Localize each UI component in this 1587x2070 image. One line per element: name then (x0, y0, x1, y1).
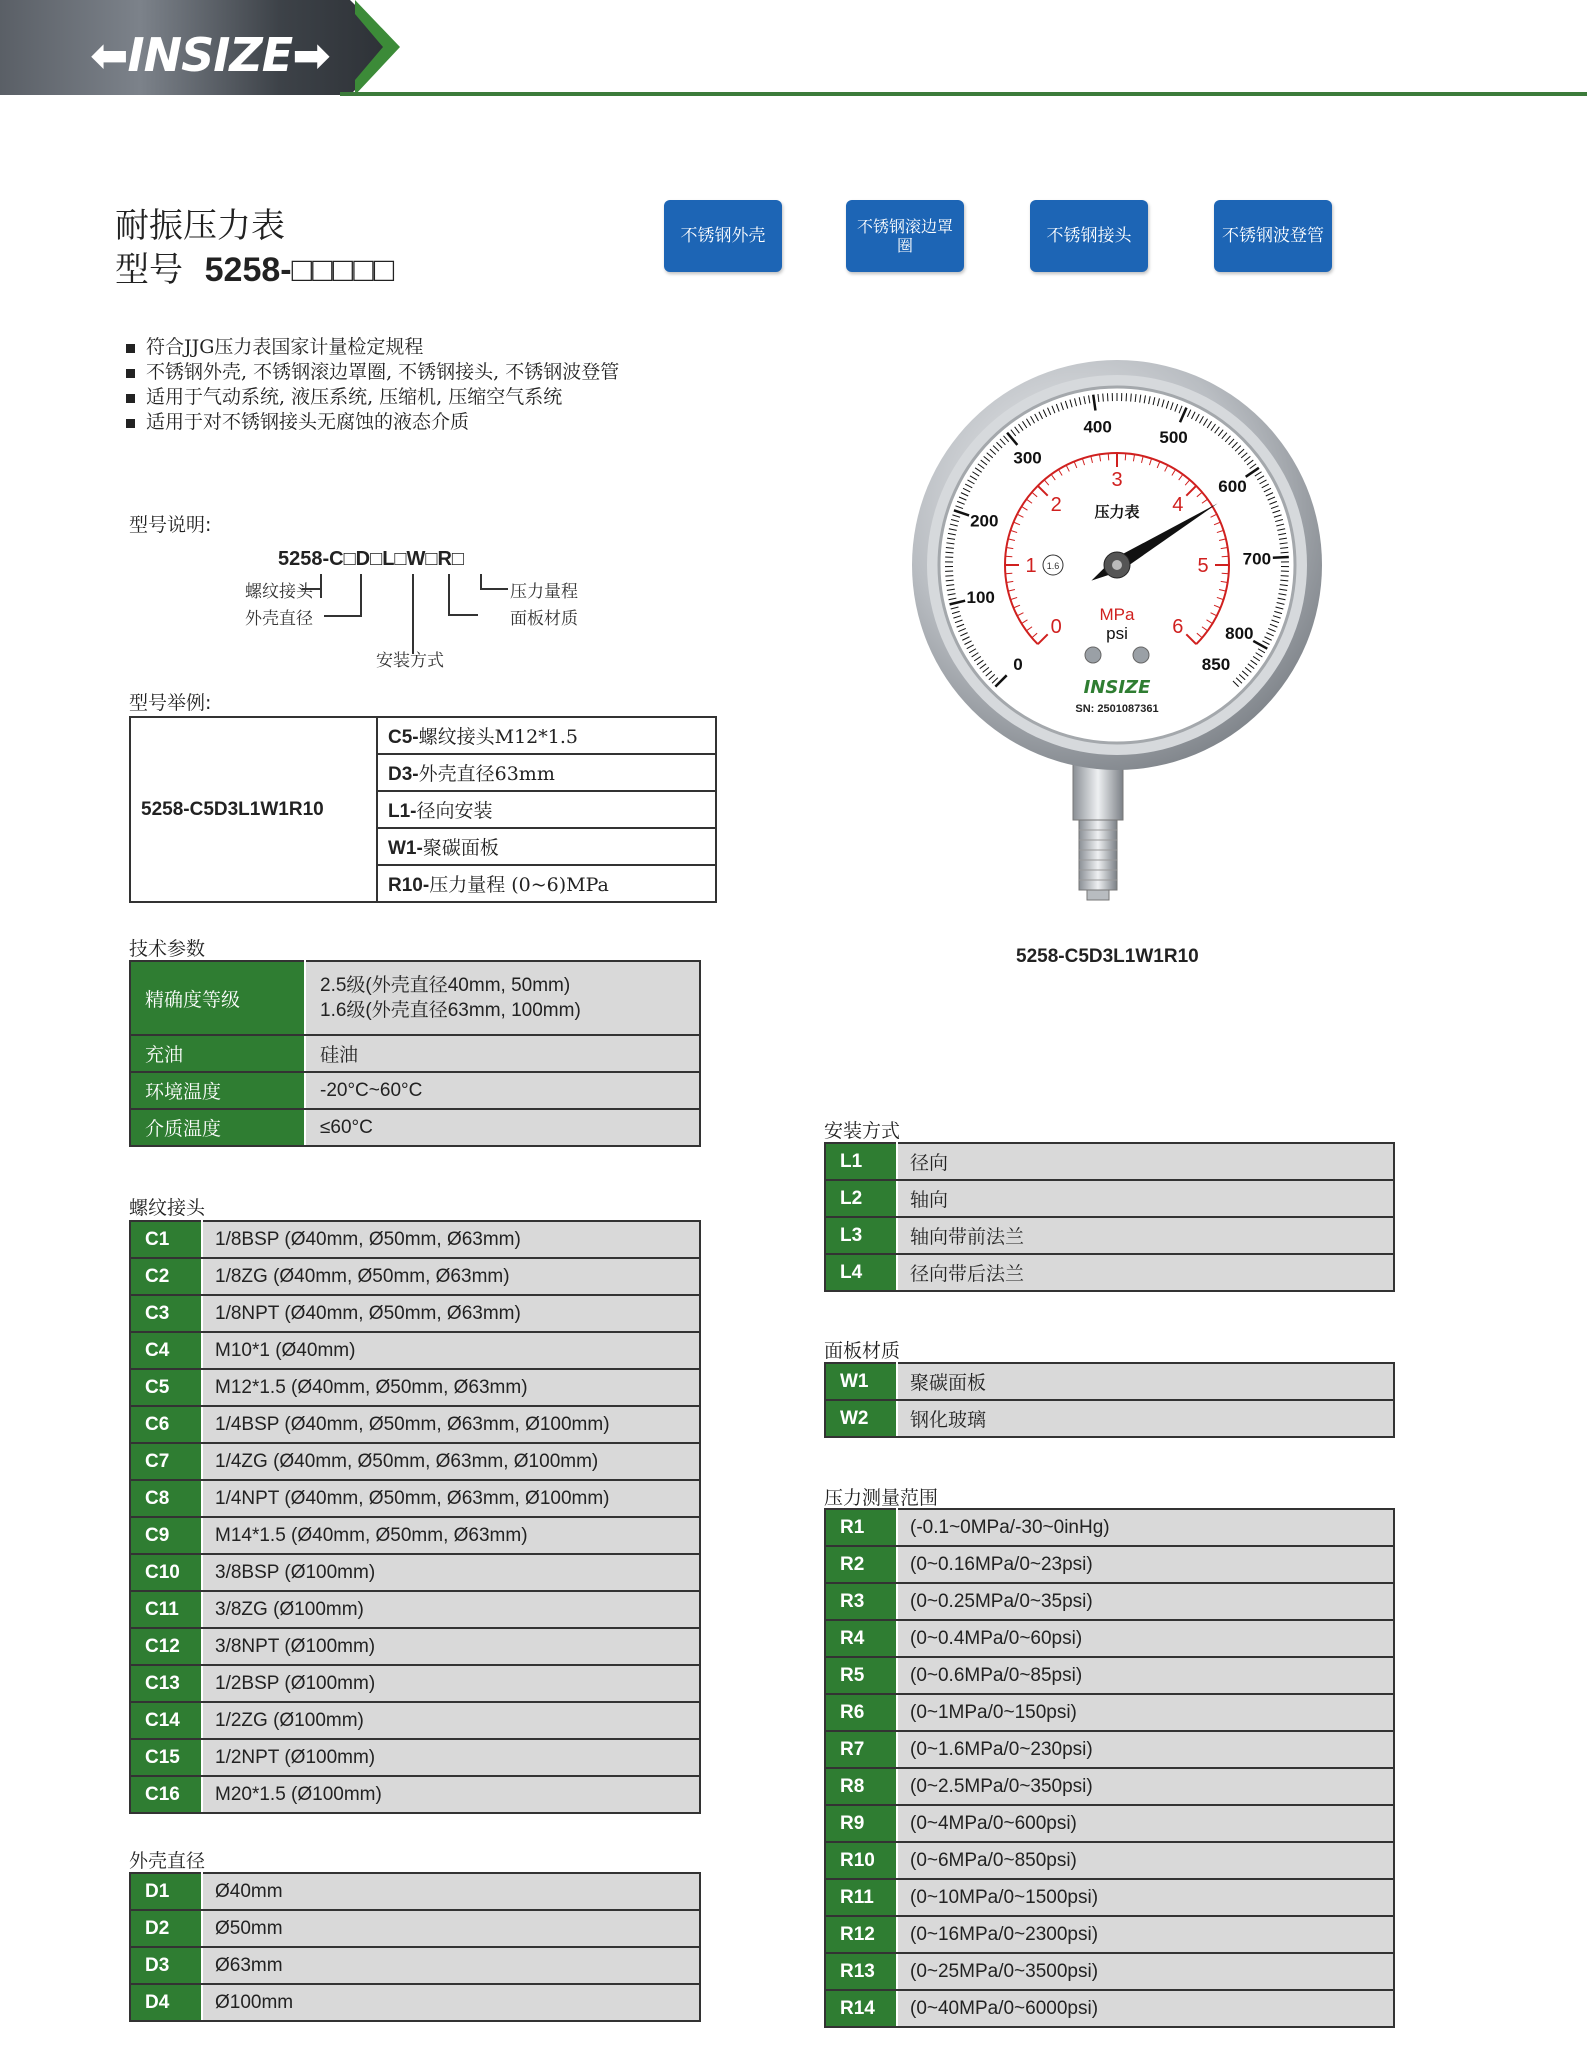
psi-label: 500 (1159, 427, 1188, 447)
table-row (825, 1842, 1394, 1879)
code-cell: L4 (825, 1254, 897, 1291)
table-row (825, 1731, 1394, 1768)
table-row (825, 1990, 1394, 2027)
code-cell: D2 (130, 1910, 202, 1947)
value-cell: Ø50mm (202, 1910, 700, 1947)
code-cell: R10 (825, 1842, 897, 1879)
value-cell: 1/8BSP (Ø40mm, Ø50mm, Ø63mm) (202, 1221, 700, 1258)
value-cell: Ø40mm (202, 1873, 700, 1910)
table-row (130, 1591, 700, 1628)
example-item: R10-压力量程 (0~6)MPa (377, 865, 716, 902)
code-cell: R5 (825, 1657, 897, 1694)
table-row (130, 1035, 700, 1072)
value-cell: (0~25MPa/0~3500psi) (897, 1953, 1394, 1990)
brand-logo: ⬅INSIZE➡ (90, 28, 330, 82)
table-row (825, 1180, 1394, 1217)
value-cell: 聚碳面板 (897, 1363, 1394, 1400)
label-thread: 螺纹接头 (245, 582, 313, 602)
code-cell: C15 (130, 1739, 202, 1776)
table-row (130, 1702, 700, 1739)
table-row (130, 1776, 700, 1813)
tech-value: -20°C~60°C (305, 1072, 700, 1109)
thread-label: 螺纹接头 (129, 1197, 206, 1219)
table-row (825, 1657, 1394, 1694)
psi-label: 200 (970, 511, 999, 531)
table-row (130, 1947, 700, 1984)
value-cell: (0~4MPa/0~600psi) (897, 1805, 1394, 1842)
screw (1085, 647, 1101, 663)
feature-badge-bezel: 不锈钢滚边罩圈 (846, 200, 964, 272)
code-cell: R4 (825, 1620, 897, 1657)
mpa-tick (1005, 573, 1012, 574)
table-row (130, 1295, 700, 1332)
tech-value: 2.5级(外壳直径40mm, 50mm) 1.6级(外壳直径63mm, 100mm) (305, 961, 700, 1035)
mpa-tick (1125, 453, 1126, 460)
table-row (130, 1628, 700, 1665)
value-cell: (-0.1~0MPa/-30~0inHg) (897, 1509, 1394, 1546)
code-cell: C8 (130, 1480, 202, 1517)
table-row (825, 1363, 1394, 1400)
feature-item: 不锈钢外壳, 不锈钢滚边罩圈, 不锈钢接头, 不锈钢波登管 (126, 360, 619, 385)
value-cell: 1/8ZG (Ø40mm, Ø50mm, Ø63mm) (202, 1258, 700, 1295)
table-row (130, 961, 700, 1035)
mpa-label: 0 (1050, 615, 1062, 638)
dial-unit-psi: psi (1106, 624, 1128, 643)
code-cell: C10 (130, 1554, 202, 1591)
gauge-illustration (905, 355, 1335, 925)
psi-tick (1131, 394, 1132, 402)
tech-key: 充油 (130, 1035, 305, 1072)
feature-item: 符合JJG压力表国家计量检定规程 (126, 335, 619, 360)
value-cell: 径向带后法兰 (897, 1254, 1394, 1291)
code-cell: R11 (825, 1879, 897, 1916)
value-cell: (0~1MPa/0~150psi) (897, 1694, 1394, 1731)
code-cell: D4 (130, 1984, 202, 2021)
table-row (130, 1910, 700, 1947)
value-cell: 3/8BSP (Ø100mm) (202, 1554, 700, 1591)
dial-table (824, 1362, 1395, 1438)
table-row (130, 1665, 700, 1702)
tech-key: 精确度等级 (130, 961, 305, 1035)
table-row (825, 1583, 1394, 1620)
code-cell: R9 (825, 1805, 897, 1842)
value-cell: (0~0.4MPa/0~60psi) (897, 1620, 1394, 1657)
psi-label: 0 (1013, 654, 1023, 674)
example-model: 5258-C5D3L1W1R10 (130, 717, 377, 902)
mpa-label: 3 (1111, 469, 1123, 491)
code-cell: R13 (825, 1953, 897, 1990)
table-row (825, 1254, 1394, 1291)
model-subtitle: 型号 5258-□□□□□ (115, 250, 395, 290)
psi-label: 400 (1083, 417, 1112, 437)
psi-tick (1281, 552, 1289, 553)
value-cell: (0~0.25MPa/0~35psi) (897, 1583, 1394, 1620)
value-cell: (0~10MPa/0~1500psi) (897, 1879, 1394, 1916)
table-row (825, 1217, 1394, 1254)
table-row (825, 1805, 1394, 1842)
table-row (825, 1400, 1394, 1437)
psi-tick (1103, 394, 1104, 402)
mpa-tick (1222, 556, 1229, 557)
psi-label: 100 (966, 588, 995, 608)
feature-badge-case: 不锈钢外壳 (664, 200, 782, 272)
code-cell: L1 (825, 1143, 897, 1180)
code-cell: C11 (130, 1591, 202, 1628)
model-explain-label: 型号说明: (129, 514, 212, 536)
table-row (130, 1480, 700, 1517)
code-cell: L2 (825, 1180, 897, 1217)
mpa-label: 6 (1172, 615, 1184, 638)
example-item: W1-聚碳面板 (377, 828, 716, 865)
table-row (130, 1072, 700, 1109)
psi-label: 600 (1218, 476, 1247, 496)
value-cell: (0~6MPa/0~850psi) (897, 1842, 1394, 1879)
example-item: C5-螺纹接头M12*1.5 (377, 717, 716, 754)
value-cell: Ø63mm (202, 1947, 700, 1984)
table-row (825, 1546, 1394, 1583)
value-cell: (0~2.5MPa/0~350psi) (897, 1768, 1394, 1805)
code-cell: C1 (130, 1221, 202, 1258)
example-item: D3-外壳直径63mm (377, 754, 716, 791)
psi-tick (1273, 557, 1289, 558)
page-title: 耐振压力表 (115, 206, 285, 246)
table-row (130, 1221, 700, 1258)
mpa-label: 5 (1197, 555, 1209, 577)
value-cell: M12*1.5 (Ø40mm, Ø50mm, Ø63mm) (202, 1369, 700, 1406)
mounting-table (824, 1142, 1395, 1292)
feature-list (126, 335, 619, 435)
mpa-label: 2 (1050, 494, 1062, 517)
page-header (0, 0, 1587, 100)
table-row (130, 1554, 700, 1591)
value-cell: 1/2NPT (Ø100mm) (202, 1739, 700, 1776)
code-cell: C16 (130, 1776, 202, 1813)
table-row (825, 1879, 1394, 1916)
header-rule (340, 92, 1587, 96)
example-item: L1-径向安装 (377, 791, 716, 828)
code-cell: C6 (130, 1406, 202, 1443)
table-row (130, 1109, 700, 1146)
code-cell: C4 (130, 1332, 202, 1369)
screw (1133, 647, 1149, 663)
mpa-tick (1222, 573, 1229, 574)
code-cell: D1 (130, 1873, 202, 1910)
range-label: 压力测量范围 (824, 1487, 939, 1509)
label-range: 压力量程 (510, 582, 578, 602)
table-row (130, 1984, 700, 2021)
value-cell: M20*1.5 (Ø100mm) (202, 1776, 700, 1813)
value-cell: Ø100mm (202, 1984, 700, 2021)
code-cell: W2 (825, 1400, 897, 1437)
value-cell: (0~1.6MPa/0~230psi) (897, 1731, 1394, 1768)
code-cell: C9 (130, 1517, 202, 1554)
thread-table (129, 1220, 701, 1814)
value-cell: M14*1.5 (Ø40mm, Ø50mm, Ø63mm) (202, 1517, 700, 1554)
table-row (825, 1916, 1394, 1953)
model-code-diagram (240, 548, 620, 678)
mpa-label: 1 (1025, 555, 1037, 577)
label-dial: 面板材质 (510, 609, 578, 629)
code-cell: D3 (130, 1947, 202, 1984)
tech-key: 环境温度 (130, 1072, 305, 1109)
code-cell: C12 (130, 1628, 202, 1665)
value-cell: 1/2BSP (Ø100mm) (202, 1665, 700, 1702)
value-cell: 1/2ZG (Ø100mm) (202, 1702, 700, 1739)
example-table (129, 716, 717, 903)
example-label: 型号举例: (129, 692, 212, 714)
code-cell: R3 (825, 1583, 897, 1620)
tech-value: 硅油 (305, 1035, 700, 1072)
table-row (825, 1768, 1394, 1805)
value-cell: 径向 (897, 1143, 1394, 1180)
value-cell: 1/4ZG (Ø40mm, Ø50mm, Ø63mm, Ø100mm) (202, 1443, 700, 1480)
dial-brand: INSIZE (1083, 677, 1151, 698)
table-row (130, 1873, 700, 1910)
feature-badge-connector: 不锈钢接头 (1030, 200, 1148, 272)
table-row (825, 1694, 1394, 1731)
value-cell: 钢化玻璃 (897, 1400, 1394, 1437)
mounting-label: 安装方式 (824, 1120, 901, 1142)
code-cell: R6 (825, 1694, 897, 1731)
value-cell: (0~0.16MPa/0~23psi) (897, 1546, 1394, 1583)
tech-label: 技术参数 (129, 938, 206, 960)
accuracy-text: 1.6 (1046, 561, 1060, 571)
tech-key: 介质温度 (130, 1109, 305, 1146)
code-cell: R7 (825, 1731, 897, 1768)
dial-serial: SN: 2501087361 (1075, 703, 1159, 715)
model-code: 5258-C□D□L□W□R□ (278, 548, 464, 570)
code-cell: C5 (130, 1369, 202, 1406)
value-cell: 1/4NPT (Ø40mm, Ø50mm, Ø63mm, Ø100mm) (202, 1480, 700, 1517)
code-cell: R1 (825, 1509, 897, 1546)
table-row (130, 1369, 700, 1406)
table-row (130, 1332, 700, 1369)
value-cell: M10*1 (Ø40mm) (202, 1332, 700, 1369)
code-cell: R12 (825, 1916, 897, 1953)
case-label: 外壳直径 (129, 1850, 206, 1872)
value-cell: 轴向 (897, 1180, 1394, 1217)
psi-label: 850 (1201, 654, 1231, 674)
table-row (825, 1509, 1394, 1546)
feature-item: 适用于对不锈钢接头无腐蚀的液态介质 (126, 410, 619, 435)
table-row (130, 1258, 700, 1295)
label-case: 外壳直径 (245, 609, 313, 629)
code-cell: C14 (130, 1702, 202, 1739)
value-cell: 轴向带前法兰 (897, 1217, 1394, 1254)
mpa-tick (1108, 453, 1109, 460)
tech-value: ≤60°C (305, 1109, 700, 1146)
table-row (130, 717, 716, 754)
mpa-tick (1005, 556, 1012, 557)
table-row (130, 1739, 700, 1776)
psi-tick (945, 552, 953, 553)
table-row (130, 1406, 700, 1443)
code-cell: W1 (825, 1363, 897, 1400)
table-row (825, 1953, 1394, 1990)
table-row (130, 1517, 700, 1554)
code-cell: C2 (130, 1258, 202, 1295)
value-cell: 1/4BSP (Ø40mm, Ø50mm, Ø63mm, Ø100mm) (202, 1406, 700, 1443)
value-cell: 3/8NPT (Ø100mm) (202, 1628, 700, 1665)
code-cell: R14 (825, 1990, 897, 2027)
value-cell: 1/8NPT (Ø40mm, Ø50mm, Ø63mm) (202, 1295, 700, 1332)
dial-title: 压力表 (1094, 503, 1140, 521)
dial-label: 面板材质 (824, 1340, 901, 1362)
code-cell: C13 (130, 1665, 202, 1702)
table-row (825, 1620, 1394, 1657)
table-row (130, 1443, 700, 1480)
code-cell: C3 (130, 1295, 202, 1332)
code-cell: R8 (825, 1768, 897, 1805)
psi-label: 300 (1013, 448, 1042, 468)
psi-tick (945, 576, 953, 577)
value-cell: (0~0.6MPa/0~85psi) (897, 1657, 1394, 1694)
feature-badge-bourdon: 不锈钢波登管 (1214, 200, 1332, 272)
label-mount: 安装方式 (376, 651, 444, 671)
psi-label: 800 (1225, 624, 1254, 644)
feature-item: 适用于气动系统, 液压系统, 压缩机, 压缩空气系统 (126, 385, 619, 410)
value-cell: (0~16MPa/0~2300psi) (897, 1916, 1394, 1953)
case-table (129, 1872, 701, 2022)
psi-tick (1281, 576, 1289, 577)
psi-label: 700 (1242, 549, 1272, 569)
mpa-label: 4 (1172, 494, 1184, 517)
range-table (824, 1508, 1395, 2028)
tech-table (129, 960, 701, 1147)
value-cell: 3/8ZG (Ø100mm) (202, 1591, 700, 1628)
gauge-caption: 5258-C5D3L1W1R10 (1016, 946, 1199, 967)
table-row (825, 1143, 1394, 1180)
code-cell: R2 (825, 1546, 897, 1583)
code-cell: L3 (825, 1217, 897, 1254)
code-cell: C7 (130, 1443, 202, 1480)
value-cell: (0~40MPa/0~6000psi) (897, 1990, 1394, 2027)
dial-unit-mpa: MPa (1099, 605, 1135, 624)
